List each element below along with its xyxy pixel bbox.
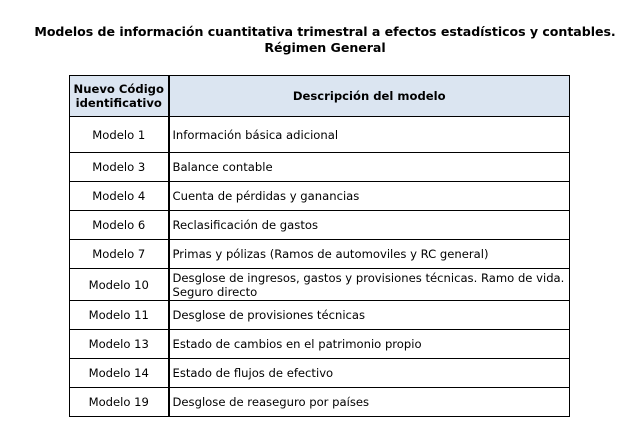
page-title-line-2: Régimen General bbox=[264, 40, 386, 55]
model-description-line-2: Seguro directo bbox=[172, 284, 258, 299]
model-description: Estado de flujos de efectivo bbox=[169, 359, 570, 388]
model-description: Balance contable bbox=[169, 153, 570, 182]
model-description: Primas y pólizas (Ramos de automoviles y RC general) bbox=[169, 240, 570, 269]
page-title-line-1: Modelos de información cuantitativa trimestral a efectos estadísticos y contables. bbox=[34, 24, 616, 39]
table-row bbox=[70, 153, 570, 182]
table-row bbox=[70, 117, 570, 153]
model-description: Desglose de reaseguro por países bbox=[169, 388, 570, 417]
table-row bbox=[70, 182, 570, 211]
model-code: Modelo 11 bbox=[70, 301, 169, 330]
model-description: Cuenta de pérdidas y ganancias bbox=[169, 182, 570, 211]
model-code: Modelo 4 bbox=[70, 182, 169, 211]
table-row bbox=[70, 388, 570, 417]
model-code: Modelo 13 bbox=[70, 330, 169, 359]
model-description: Información básica adicional bbox=[169, 117, 570, 153]
model-description bbox=[169, 269, 570, 301]
model-code: Modelo 19 bbox=[70, 388, 169, 417]
model-description: Desglose de provisiones técnicas bbox=[169, 301, 570, 330]
table-row bbox=[70, 211, 570, 240]
model-code: Modelo 6 bbox=[70, 211, 169, 240]
model-description: Reclasificación de gastos bbox=[169, 211, 570, 240]
model-description-line-1: Desglose de ingresos, gastos y provisiones técnicas. Ramo de vida. bbox=[172, 270, 565, 285]
models-table bbox=[69, 75, 570, 417]
model-code: Modelo 3 bbox=[70, 153, 169, 182]
column-header-description: Descripción del modelo bbox=[169, 76, 570, 117]
model-code: Modelo 1 bbox=[70, 117, 169, 153]
column-header-code: Nuevo Código identificativo bbox=[70, 76, 169, 117]
table-row bbox=[70, 330, 570, 359]
table-row bbox=[70, 269, 570, 301]
model-code: Modelo 14 bbox=[70, 359, 169, 388]
model-code: Modelo 7 bbox=[70, 240, 169, 269]
table-row bbox=[70, 240, 570, 269]
model-code: Modelo 10 bbox=[70, 269, 169, 301]
page-title bbox=[0, 24, 642, 56]
model-description: Estado de cambios en el patrimonio propio bbox=[169, 330, 570, 359]
table-row bbox=[70, 301, 570, 330]
table-header-row bbox=[70, 76, 570, 117]
table-row bbox=[70, 359, 570, 388]
